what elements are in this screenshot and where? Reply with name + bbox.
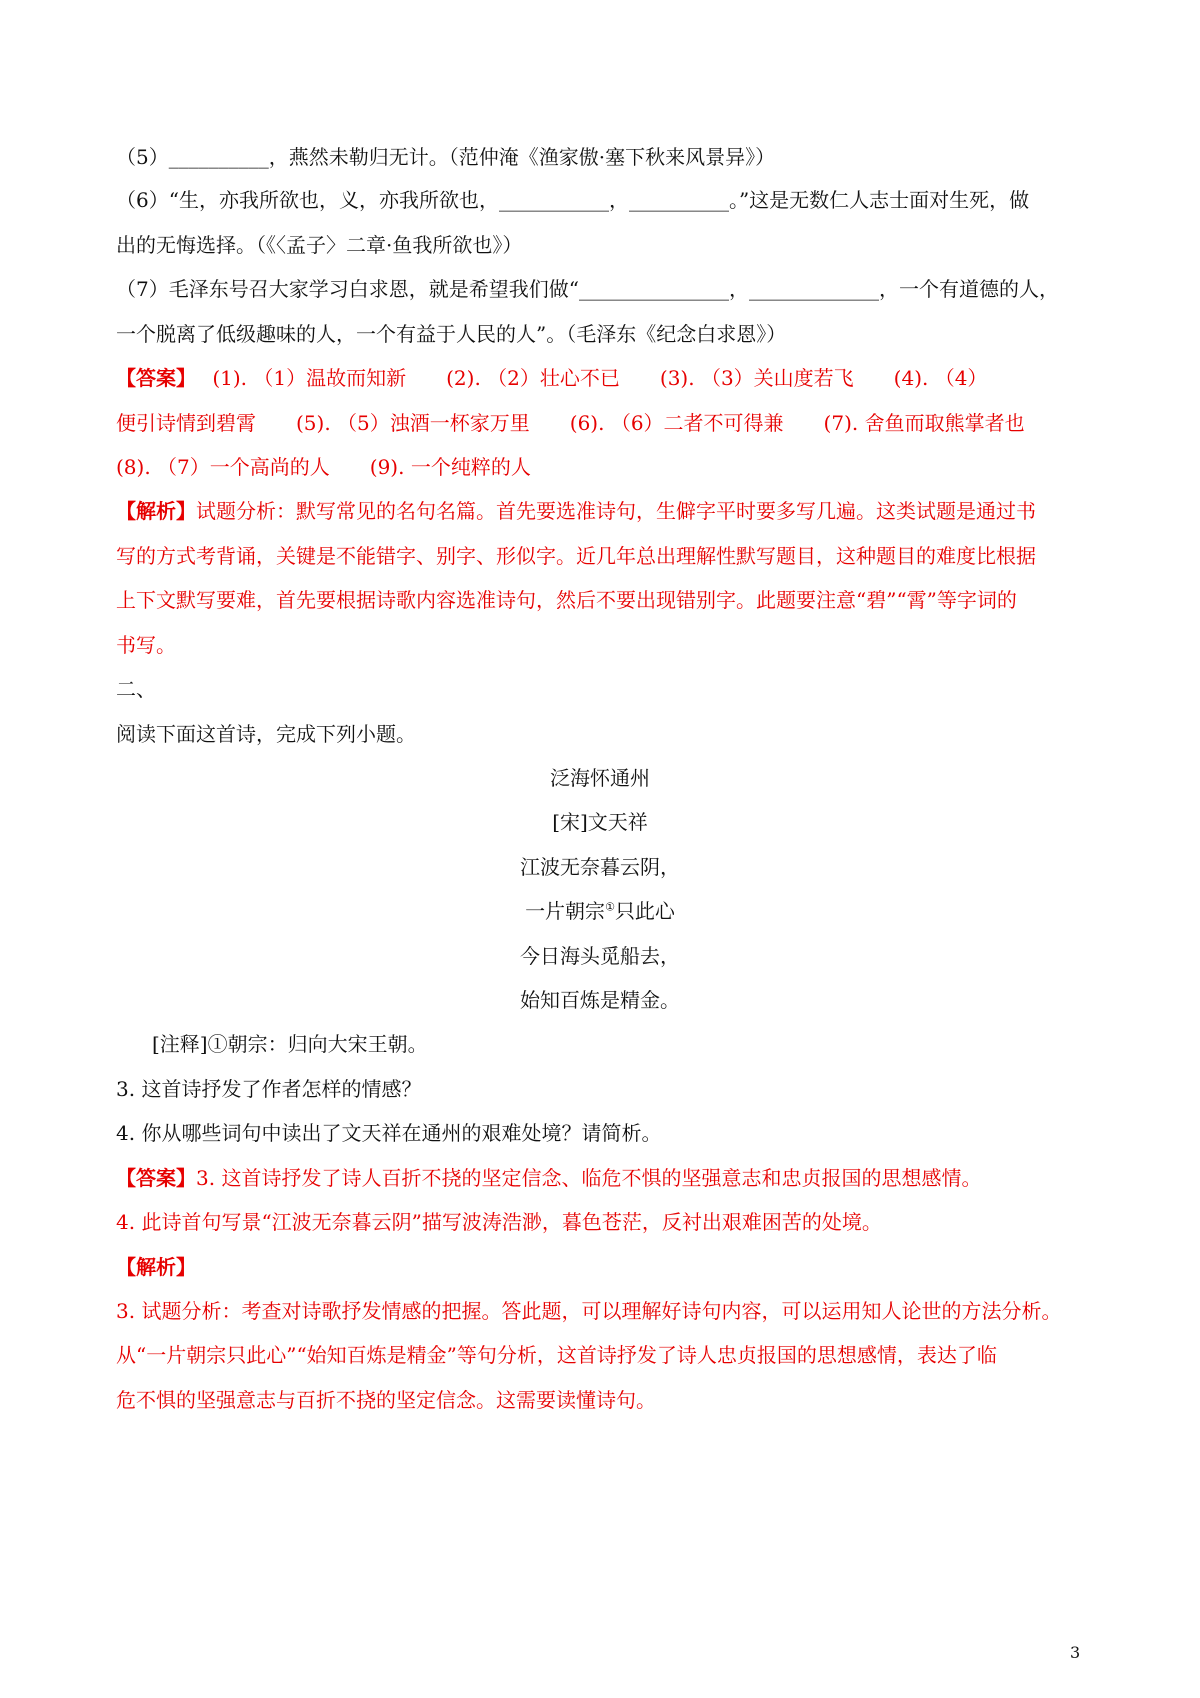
instruction: 阅读下面这首诗，完成下列小题。 — [116, 722, 416, 746]
question-7-line-1: （7）毛泽东号召大家学习白求恩，就是希望我们做“_______________，_____________，一个有道德的人， — [116, 277, 1059, 301]
poem-note: [注释]①朝宗：归向大宋王朝。 — [152, 1032, 428, 1056]
analysis-label: 【解析】 — [116, 499, 196, 523]
question-6-line-2: 出的无悔选择。（《〈孟子〉二章·鱼我所欲也》） — [116, 233, 523, 257]
poem-line-4: 始知百炼是精金。 — [520, 988, 680, 1012]
page-number: 3 — [1070, 1643, 1081, 1662]
footnote-marker: ① — [605, 900, 615, 914]
section-heading: 二、 — [116, 677, 156, 701]
analysis-label-2: 【解析】 — [116, 1255, 196, 1279]
answer-1-line-2: 便引诗情到碧霄 (5). （5）浊酒一杯家万里 (6). （6）二者不可得兼 (7). 舍鱼而取熊掌者也 — [116, 411, 1025, 435]
analysis-2-line-1: 3. 试题分析：考查对诗歌抒发情感的把握。答此题，可以理解好诗句内容，可以运用知人论世的方法分析。 — [116, 1299, 1062, 1323]
answer-2-line-2: 4. 此诗首句写景“江波无奈暮云阴”描写波涛浩渺，暮色苍茫，反衬出艰难困苦的处境。 — [116, 1210, 882, 1234]
poem-author: [宋]文天祥 — [552, 810, 648, 834]
answer-1-line-1 — [116, 363, 1096, 393]
analysis-1-line-4: 书写。 — [116, 633, 176, 657]
analysis-1-line-1 — [116, 496, 1096, 526]
poem-line-2 — [0, 896, 1200, 926]
answer-2-text-1: 3. 这首诗抒发了诗人百折不挠的坚定信念、临危不惧的坚强意志和忠贞报国的思想感情。 — [196, 1166, 982, 1190]
answer-1-text-1: (1). （1）温故而知新 (2). （2）壮心不已 (3). （3）关山度若飞 (4). （4） — [186, 366, 988, 390]
answer-2-line-1 — [116, 1163, 1096, 1193]
analysis-1-text-1: 试题分析：默写常见的名句名篇。首先要选准诗句，生僻字平时要多写几遍。这类试题是通过书 — [196, 499, 1036, 523]
analysis-2-line-2: 从“一片朝宗只此心”“始知百炼是精金”等句分析，这首诗抒发了诗人忠贞报国的思想感情，表达了临 — [116, 1343, 997, 1367]
question-3: 3. 这首诗抒发了作者怎样的情感？ — [116, 1077, 422, 1101]
poem-line-2-part-2: 只此心 — [614, 899, 675, 923]
question-7-line-2: 一个脱离了低级趣味的人，一个有益于人民的人”。（毛泽东《纪念白求恩》） — [116, 322, 787, 346]
poem-line-2-part-1: 一片朝宗 — [525, 899, 606, 923]
answer-label: 【答案】 — [116, 366, 186, 390]
answer-1-line-3: (8). （7）一个高尚的人 (9). 一个纯粹的人 — [116, 455, 531, 479]
poem-line-1: 江波无奈暮云阴， — [520, 855, 680, 879]
answer-label-2: 【答案】 — [116, 1166, 196, 1190]
analysis-1-line-2: 写的方式考背诵，关键是不能错字、别字、形似字。近几年总出理解性默写题目，这种题目的难度比根据 — [116, 544, 1036, 568]
poem-line-3: 今日海头觅船去， — [520, 944, 680, 968]
analysis-2-line-3: 危不惧的坚强意志与百折不挠的坚定信念。这需要读懂诗句。 — [116, 1388, 656, 1412]
analysis-1-line-3: 上下文默写要难，首先要根据诗歌内容选准诗句，然后不要出现错别字。此题要注意“碧”“霄”等字词的 — [116, 588, 1017, 612]
question-5: （5）__________，燕然未勒归无计。（范仲淹《渔家傲·塞下秋来风景异》） — [116, 145, 776, 169]
question-4: 4. 你从哪些词句中读出了文天祥在通州的艰难处境？请简析。 — [116, 1121, 662, 1145]
question-6-line-1: （6）“生，亦我所欲也，义，亦我所欲也，___________，__________。”这是无数仁人志士面对生死，做 — [116, 188, 1030, 212]
poem-title: 泛海怀通州 — [550, 766, 650, 790]
